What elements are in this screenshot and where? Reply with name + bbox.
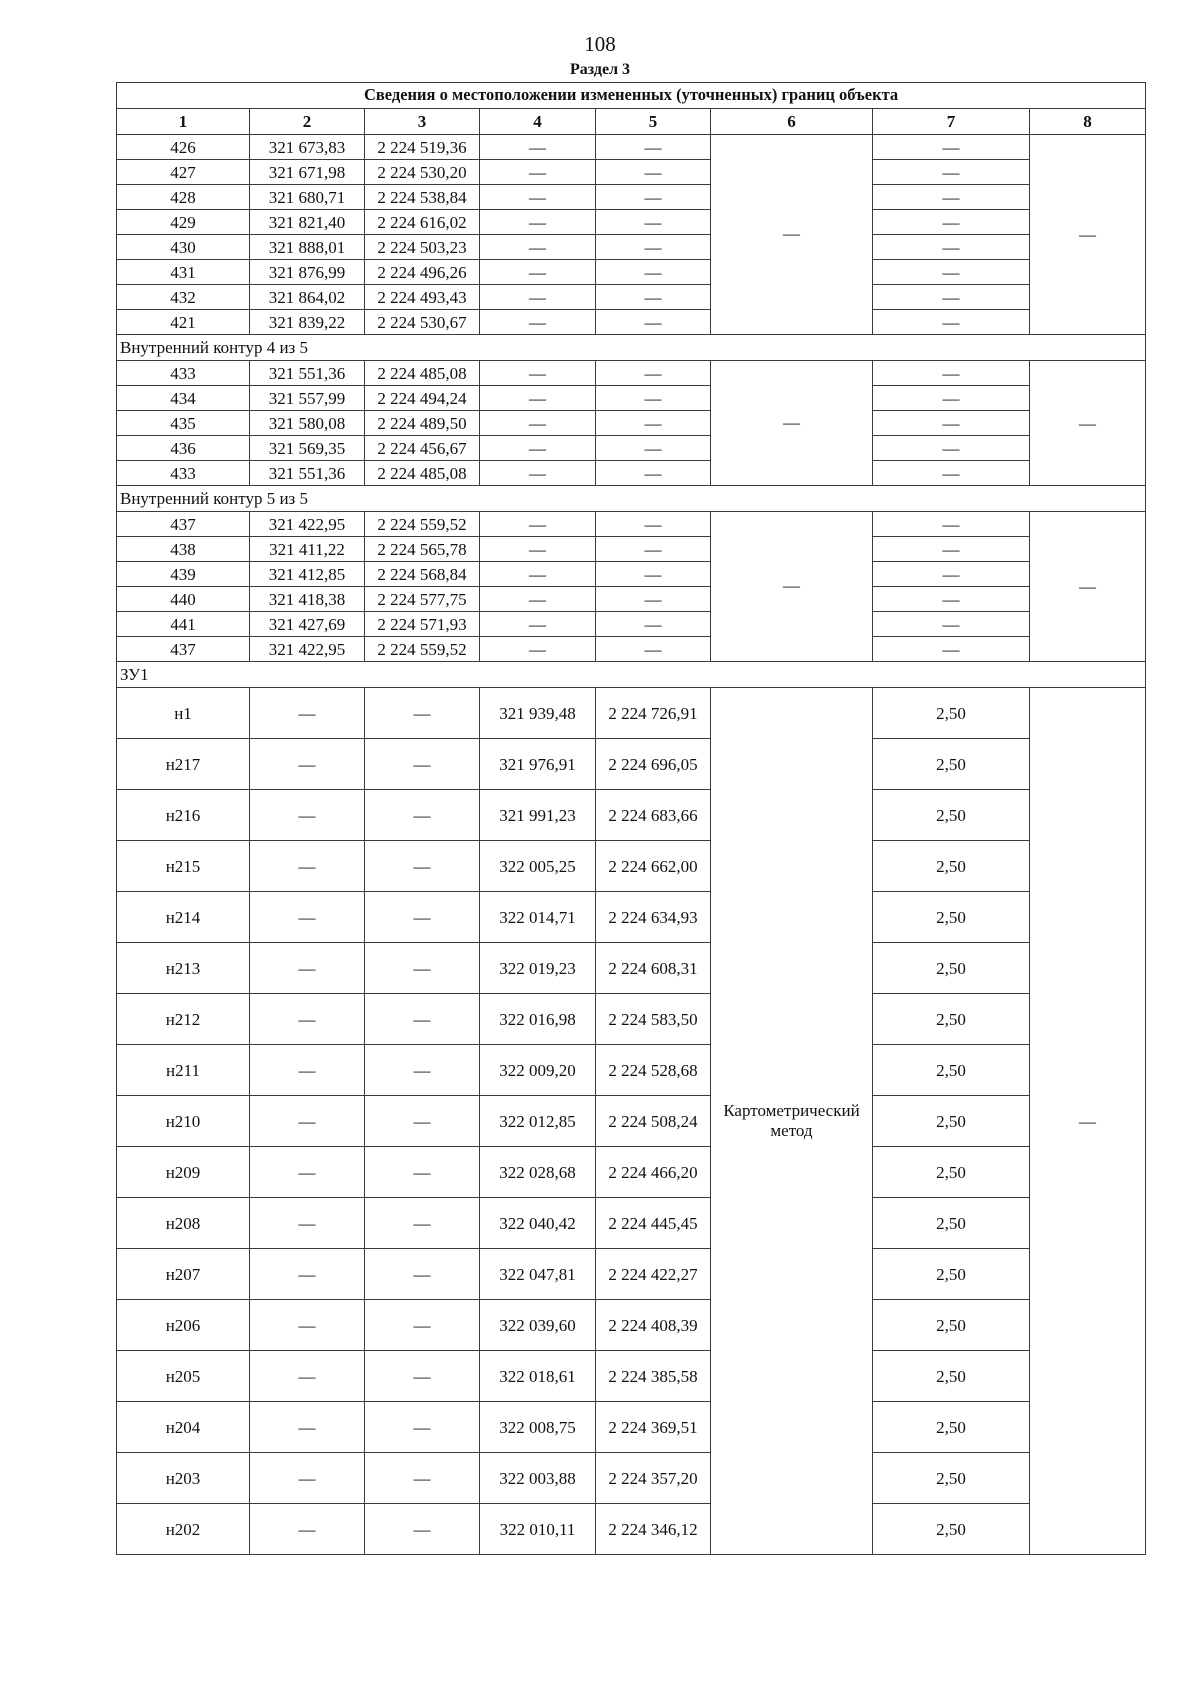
table-row (117, 1504, 1146, 1555)
new-x-cell: — (480, 411, 596, 436)
new-y-cell: 2 224 357,20 (596, 1453, 711, 1504)
existing-x-cell: 321 411,22 (250, 537, 365, 562)
existing-y-cell: — (365, 892, 480, 943)
description-cell: — (1030, 361, 1146, 486)
existing-x-cell: — (250, 1300, 365, 1351)
accuracy-cell: 2,50 (873, 739, 1030, 790)
existing-x-cell: — (250, 1504, 365, 1555)
point-number-cell: н208 (117, 1198, 250, 1249)
new-y-cell: 2 224 385,58 (596, 1351, 711, 1402)
existing-y-cell: 2 224 496,26 (365, 260, 480, 285)
new-y-cell: 2 224 508,24 (596, 1096, 711, 1147)
column-number: 1 (117, 109, 250, 135)
existing-x-cell: 321 671,98 (250, 160, 365, 185)
table-row (117, 587, 1146, 612)
accuracy-cell: 2,50 (873, 1300, 1030, 1351)
new-x-cell: 321 976,91 (480, 739, 596, 790)
new-y-cell: 2 224 408,39 (596, 1300, 711, 1351)
existing-y-cell: — (365, 688, 480, 739)
existing-x-cell: — (250, 1045, 365, 1096)
existing-x-cell: 321 418,38 (250, 587, 365, 612)
point-number-cell: 428 (117, 185, 250, 210)
existing-y-cell: — (365, 1249, 480, 1300)
existing-y-cell: — (365, 1402, 480, 1453)
existing-y-cell: — (365, 1198, 480, 1249)
existing-y-cell: 2 224 571,93 (365, 612, 480, 637)
new-x-cell: — (480, 235, 596, 260)
existing-y-cell: — (365, 1351, 480, 1402)
existing-y-cell: 2 224 530,20 (365, 160, 480, 185)
point-number-cell: 437 (117, 637, 250, 662)
table-row (117, 562, 1146, 587)
new-y-cell: 2 224 662,00 (596, 841, 711, 892)
new-y-cell: — (596, 461, 711, 486)
section-title: Раздел 3 (569, 61, 631, 78)
point-number-cell: 440 (117, 587, 250, 612)
new-y-cell: — (596, 562, 711, 587)
new-x-cell: 321 939,48 (480, 688, 596, 739)
table-row (117, 790, 1146, 841)
existing-x-cell: 321 580,08 (250, 411, 365, 436)
new-y-cell: — (596, 210, 711, 235)
table-row (117, 411, 1146, 436)
accuracy-cell: 2,50 (873, 1453, 1030, 1504)
new-y-cell: 2 224 445,45 (596, 1198, 711, 1249)
description-cell: — (1030, 688, 1146, 1555)
accuracy-cell: — (873, 386, 1030, 411)
accuracy-cell: 2,50 (873, 1351, 1030, 1402)
table-row (117, 1147, 1146, 1198)
accuracy-cell: — (873, 310, 1030, 335)
new-y-cell: — (596, 285, 711, 310)
point-number-cell: н203 (117, 1453, 250, 1504)
accuracy-cell: — (873, 361, 1030, 386)
method-cell: — (711, 361, 873, 486)
existing-y-cell: 2 224 568,84 (365, 562, 480, 587)
accuracy-cell: — (873, 637, 1030, 662)
new-x-cell: — (480, 512, 596, 537)
existing-x-cell: — (250, 994, 365, 1045)
point-number-cell: н205 (117, 1351, 250, 1402)
new-y-cell: 2 224 583,50 (596, 994, 711, 1045)
new-y-cell: — (596, 160, 711, 185)
table-row (117, 235, 1146, 260)
column-number: 4 (480, 109, 596, 135)
table-row (117, 537, 1146, 562)
existing-y-cell: — (365, 1147, 480, 1198)
existing-y-cell: 2 224 493,43 (365, 285, 480, 310)
point-number-cell: н216 (117, 790, 250, 841)
accuracy-cell: 2,50 (873, 1045, 1030, 1096)
contour-header-row (117, 335, 1146, 361)
contour-label: ЗУ1 (117, 662, 1146, 688)
table-row (117, 461, 1146, 486)
new-y-cell: — (596, 637, 711, 662)
accuracy-cell: 2,50 (873, 1198, 1030, 1249)
accuracy-cell: 2,50 (873, 790, 1030, 841)
accuracy-cell: — (873, 537, 1030, 562)
new-y-cell: 2 224 369,51 (596, 1402, 711, 1453)
new-y-cell: 2 224 634,93 (596, 892, 711, 943)
point-number-cell: 430 (117, 235, 250, 260)
existing-x-cell: — (250, 1351, 365, 1402)
column-number: 7 (873, 109, 1030, 135)
point-number-cell: н217 (117, 739, 250, 790)
table-row (117, 512, 1146, 537)
existing-y-cell: — (365, 841, 480, 892)
new-x-cell: — (480, 562, 596, 587)
table-row (117, 841, 1146, 892)
new-x-cell: — (480, 612, 596, 637)
table-row (117, 361, 1146, 386)
method-cell: Картометрический метод (711, 688, 873, 1555)
column-number: 5 (596, 109, 711, 135)
existing-x-cell: 321 551,36 (250, 361, 365, 386)
new-x-cell: 322 028,68 (480, 1147, 596, 1198)
existing-x-cell: — (250, 790, 365, 841)
point-number-cell: н1 (117, 688, 250, 739)
table-row (117, 285, 1146, 310)
accuracy-cell: 2,50 (873, 1402, 1030, 1453)
new-y-cell: — (596, 587, 711, 612)
point-number-cell: н211 (117, 1045, 250, 1096)
existing-x-cell: 321 821,40 (250, 210, 365, 235)
new-y-cell: — (596, 411, 711, 436)
new-x-cell: 322 012,85 (480, 1096, 596, 1147)
existing-x-cell: 321 569,35 (250, 436, 365, 461)
accuracy-cell: 2,50 (873, 841, 1030, 892)
point-number-cell: н206 (117, 1300, 250, 1351)
point-number-cell: 433 (117, 361, 250, 386)
new-x-cell: — (480, 260, 596, 285)
existing-x-cell: 321 864,02 (250, 285, 365, 310)
accuracy-cell: — (873, 160, 1030, 185)
new-x-cell: 322 047,81 (480, 1249, 596, 1300)
table-row (117, 1198, 1146, 1249)
accuracy-cell: — (873, 436, 1030, 461)
table-row (117, 1096, 1146, 1147)
existing-y-cell: 2 224 565,78 (365, 537, 480, 562)
point-number-cell: н210 (117, 1096, 250, 1147)
new-y-cell: 2 224 683,66 (596, 790, 711, 841)
existing-y-cell: — (365, 1300, 480, 1351)
column-number: 2 (250, 109, 365, 135)
new-y-cell: 2 224 466,20 (596, 1147, 711, 1198)
new-x-cell: — (480, 160, 596, 185)
existing-y-cell: — (365, 739, 480, 790)
table-row (117, 688, 1146, 739)
table-row (117, 160, 1146, 185)
accuracy-cell: — (873, 135, 1030, 160)
new-y-cell: — (596, 310, 711, 335)
new-y-cell: — (596, 235, 711, 260)
existing-y-cell: — (365, 790, 480, 841)
accuracy-cell: — (873, 587, 1030, 612)
new-x-cell: — (480, 310, 596, 335)
point-number-cell: н204 (117, 1402, 250, 1453)
existing-y-cell: 2 224 485,08 (365, 361, 480, 386)
existing-y-cell: 2 224 485,08 (365, 461, 480, 486)
point-number-cell: 439 (117, 562, 250, 587)
table-row (117, 210, 1146, 235)
existing-x-cell: — (250, 1453, 365, 1504)
new-y-cell: — (596, 361, 711, 386)
new-y-cell: — (596, 436, 711, 461)
new-x-cell: — (480, 637, 596, 662)
column-number: 8 (1030, 109, 1146, 135)
point-number-cell: 426 (117, 135, 250, 160)
existing-y-cell: 2 224 519,36 (365, 135, 480, 160)
new-y-cell: — (596, 135, 711, 160)
existing-y-cell: — (365, 943, 480, 994)
column-number: 6 (711, 109, 873, 135)
contour-label: Внутренний контур 4 из 5 (117, 335, 1146, 361)
column-numbers-row (117, 109, 1146, 135)
new-x-cell: — (480, 587, 596, 612)
accuracy-cell: — (873, 185, 1030, 210)
method-cell: — (711, 512, 873, 662)
new-y-cell: — (596, 260, 711, 285)
new-x-cell: 322 008,75 (480, 1402, 596, 1453)
new-x-cell: — (480, 210, 596, 235)
point-number-cell: 441 (117, 612, 250, 637)
existing-x-cell: — (250, 841, 365, 892)
accuracy-cell: — (873, 512, 1030, 537)
existing-y-cell: 2 224 530,67 (365, 310, 480, 335)
accuracy-cell: — (873, 562, 1030, 587)
new-x-cell: — (480, 285, 596, 310)
new-x-cell: — (480, 386, 596, 411)
point-number-cell: н215 (117, 841, 250, 892)
new-x-cell: 322 009,20 (480, 1045, 596, 1096)
point-number-cell: 436 (117, 436, 250, 461)
existing-y-cell: 2 224 559,52 (365, 512, 480, 537)
existing-y-cell: — (365, 1096, 480, 1147)
existing-x-cell: — (250, 1249, 365, 1300)
point-number-cell: 438 (117, 537, 250, 562)
existing-x-cell: 321 427,69 (250, 612, 365, 637)
existing-x-cell: — (250, 943, 365, 994)
table-row (117, 310, 1146, 335)
existing-x-cell: 321 551,36 (250, 461, 365, 486)
existing-x-cell: 321 422,95 (250, 637, 365, 662)
table-row (117, 637, 1146, 662)
existing-y-cell: 2 224 494,24 (365, 386, 480, 411)
new-y-cell: — (596, 537, 711, 562)
existing-x-cell: — (250, 1096, 365, 1147)
contour-label: Внутренний контур 5 из 5 (117, 486, 1146, 512)
existing-x-cell: 321 680,71 (250, 185, 365, 210)
existing-x-cell: 321 412,85 (250, 562, 365, 587)
table-row (117, 1045, 1146, 1096)
existing-y-cell: 2 224 489,50 (365, 411, 480, 436)
contour-header-row (117, 662, 1146, 688)
new-y-cell: — (596, 386, 711, 411)
method-cell: — (711, 135, 873, 335)
existing-y-cell: — (365, 1045, 480, 1096)
table-row (117, 1351, 1146, 1402)
point-number-cell: 431 (117, 260, 250, 285)
existing-x-cell: 321 557,99 (250, 386, 365, 411)
new-x-cell: 322 005,25 (480, 841, 596, 892)
existing-y-cell: 2 224 456,67 (365, 436, 480, 461)
table-title: Сведения о местоположении измененных (уточненных) границ объекта (117, 83, 1146, 109)
description-cell: — (1030, 135, 1146, 335)
new-y-cell: — (596, 512, 711, 537)
boundary-table (116, 82, 1146, 1555)
new-x-cell: — (480, 185, 596, 210)
new-x-cell: — (480, 361, 596, 386)
new-x-cell: — (480, 537, 596, 562)
new-y-cell: — (596, 185, 711, 210)
table-row (117, 1453, 1146, 1504)
accuracy-cell: 2,50 (873, 943, 1030, 994)
new-y-cell: 2 224 528,68 (596, 1045, 711, 1096)
new-x-cell: 322 014,71 (480, 892, 596, 943)
accuracy-cell: — (873, 411, 1030, 436)
point-number-cell: н212 (117, 994, 250, 1045)
point-number-cell: н207 (117, 1249, 250, 1300)
point-number-cell: н214 (117, 892, 250, 943)
accuracy-cell: 2,50 (873, 1096, 1030, 1147)
accuracy-cell: 2,50 (873, 1249, 1030, 1300)
new-x-cell: 322 039,60 (480, 1300, 596, 1351)
new-x-cell: 322 016,98 (480, 994, 596, 1045)
existing-x-cell: — (250, 892, 365, 943)
existing-x-cell: 321 422,95 (250, 512, 365, 537)
table-row (117, 436, 1146, 461)
existing-x-cell: — (250, 1402, 365, 1453)
point-number-cell: 434 (117, 386, 250, 411)
table-row (117, 135, 1146, 160)
column-number: 3 (365, 109, 480, 135)
new-x-cell: 322 010,11 (480, 1504, 596, 1555)
accuracy-cell: 2,50 (873, 688, 1030, 739)
existing-x-cell: — (250, 1198, 365, 1249)
new-x-cell: 322 040,42 (480, 1198, 596, 1249)
accuracy-cell: — (873, 235, 1030, 260)
new-x-cell: — (480, 461, 596, 486)
existing-y-cell: — (365, 994, 480, 1045)
new-x-cell: 321 991,23 (480, 790, 596, 841)
existing-y-cell: 2 224 577,75 (365, 587, 480, 612)
point-number-cell: 437 (117, 512, 250, 537)
table-row (117, 994, 1146, 1045)
accuracy-cell: 2,50 (873, 1504, 1030, 1555)
new-y-cell: 2 224 696,05 (596, 739, 711, 790)
table-row (117, 612, 1146, 637)
point-number-cell: 429 (117, 210, 250, 235)
new-y-cell: 2 224 608,31 (596, 943, 711, 994)
table-row (117, 1249, 1146, 1300)
existing-x-cell: — (250, 688, 365, 739)
new-y-cell: — (596, 612, 711, 637)
table-title-row (117, 83, 1146, 109)
point-number-cell: 421 (117, 310, 250, 335)
new-x-cell: 322 003,88 (480, 1453, 596, 1504)
existing-y-cell: 2 224 559,52 (365, 637, 480, 662)
existing-y-cell: 2 224 616,02 (365, 210, 480, 235)
table-row (117, 1402, 1146, 1453)
table-row (117, 185, 1146, 210)
accuracy-cell: 2,50 (873, 892, 1030, 943)
existing-y-cell: — (365, 1453, 480, 1504)
existing-y-cell: 2 224 538,84 (365, 185, 480, 210)
point-number-cell: н209 (117, 1147, 250, 1198)
description-cell: — (1030, 512, 1146, 662)
accuracy-cell: 2,50 (873, 994, 1030, 1045)
existing-x-cell: 321 876,99 (250, 260, 365, 285)
point-number-cell: 432 (117, 285, 250, 310)
new-y-cell: 2 224 346,12 (596, 1504, 711, 1555)
new-y-cell: 2 224 422,27 (596, 1249, 711, 1300)
new-x-cell: — (480, 135, 596, 160)
new-x-cell: 322 019,23 (480, 943, 596, 994)
existing-x-cell: 321 673,83 (250, 135, 365, 160)
accuracy-cell: — (873, 285, 1030, 310)
accuracy-cell: — (873, 260, 1030, 285)
accuracy-cell: — (873, 612, 1030, 637)
contour-header-row (117, 486, 1146, 512)
existing-y-cell: — (365, 1504, 480, 1555)
accuracy-cell: — (873, 461, 1030, 486)
point-number-cell: 435 (117, 411, 250, 436)
existing-x-cell: — (250, 739, 365, 790)
existing-x-cell: 321 839,22 (250, 310, 365, 335)
table-row (117, 386, 1146, 411)
table-row (117, 892, 1146, 943)
new-y-cell: 2 224 726,91 (596, 688, 711, 739)
new-x-cell: 322 018,61 (480, 1351, 596, 1402)
point-number-cell: н213 (117, 943, 250, 994)
new-x-cell: — (480, 436, 596, 461)
existing-x-cell: 321 888,01 (250, 235, 365, 260)
existing-y-cell: 2 224 503,23 (365, 235, 480, 260)
existing-x-cell: — (250, 1147, 365, 1198)
table-row (117, 943, 1146, 994)
point-number-cell: н202 (117, 1504, 250, 1555)
accuracy-cell: 2,50 (873, 1147, 1030, 1198)
point-number-cell: 433 (117, 461, 250, 486)
point-number-cell: 427 (117, 160, 250, 185)
page-number: 108 (584, 32, 616, 56)
table-row (117, 1300, 1146, 1351)
table-row (117, 260, 1146, 285)
table-row (117, 739, 1146, 790)
accuracy-cell: — (873, 210, 1030, 235)
